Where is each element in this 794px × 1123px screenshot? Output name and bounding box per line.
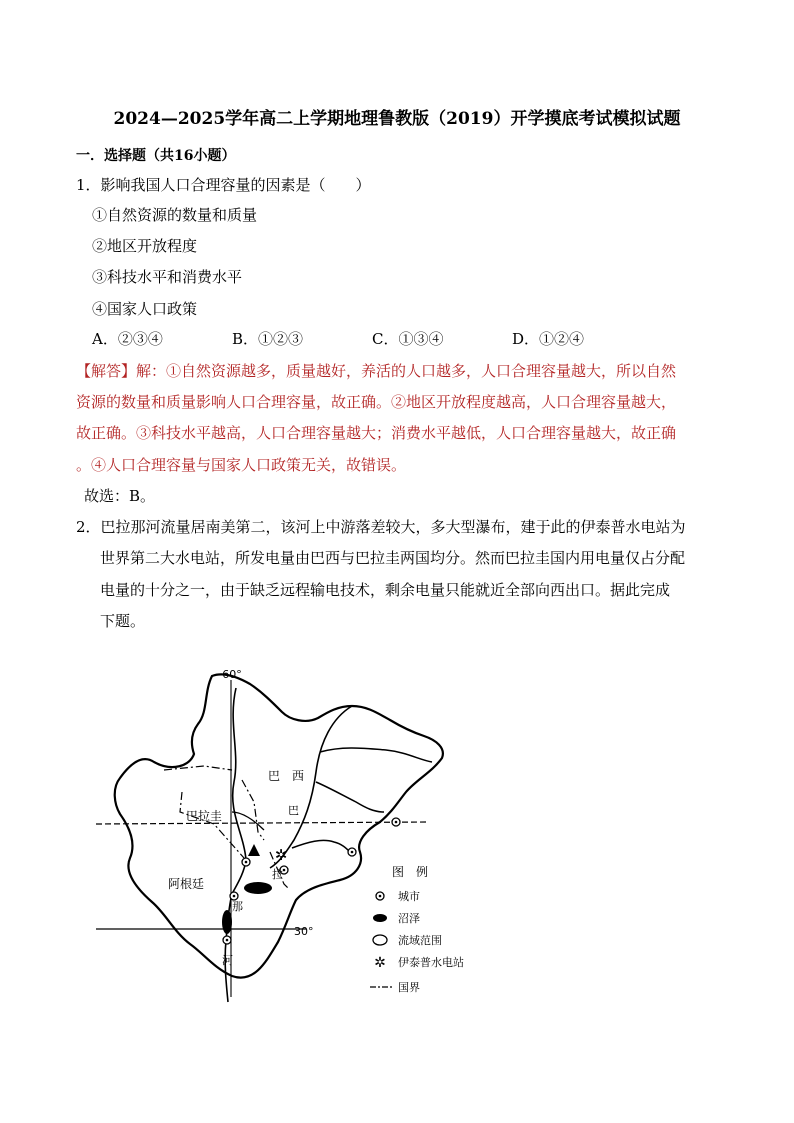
legend-station: 伊泰普水电站 xyxy=(398,956,464,969)
river-char-2: 拉 xyxy=(272,868,283,881)
label-paraguay: 巴拉圭 xyxy=(186,809,223,823)
tributary-3 xyxy=(292,840,350,852)
basin-outline xyxy=(115,674,443,977)
q1-item-2: ②地区开放程度 xyxy=(92,237,198,255)
label-argentina: 阿根廷 xyxy=(168,877,205,891)
option-d[interactable]: D．①②④ xyxy=(512,330,585,348)
border-paraguay-west xyxy=(180,792,244,858)
legend-border: 国界 xyxy=(398,981,420,994)
tributary-2 xyxy=(316,782,384,812)
question-1-stem: 1．影响我国人口合理容量的因素是（ ） xyxy=(76,176,371,194)
answer-line-1: 【解答】解：①自然资源越多，质量越好，养活的人口越多，人口合理容量越大，所以自然 xyxy=(76,362,677,380)
label-brazil: 巴 西 xyxy=(268,769,305,783)
answer-line-3: 故正确。③科技水平越高，人口合理容量越大；消费水平越低，人口合理容量越大，故正确 xyxy=(76,424,677,442)
legend-basin-icon xyxy=(373,935,387,945)
swamp-1 xyxy=(244,882,272,894)
page-title: 2024—2025学年高二上学期地理鲁教版（2019）开学摸底考试模拟试题 xyxy=(113,109,681,129)
q1-item-3: ③科技水平和消费水平 xyxy=(92,268,243,286)
tributary-1 xyxy=(320,748,432,762)
legend-swamp: 沼泽 xyxy=(398,912,420,925)
lon-label: 60° xyxy=(222,668,242,681)
legend-title: 图 例 xyxy=(392,865,429,879)
peak-triangle xyxy=(248,844,260,856)
river-char-3: 那 xyxy=(232,900,243,913)
answer-line-2: 资源的数量和质量影响人口合理容量，故正确。②地区开放程度越高，人口合理容量越大， xyxy=(76,393,677,411)
river-char-4: 河 xyxy=(222,954,233,967)
border-paraguay-east xyxy=(242,780,264,840)
q1-options xyxy=(92,329,652,349)
option-a[interactable]: A．②③④ xyxy=(92,330,163,348)
map-svg xyxy=(94,662,484,1012)
q1-item-1: ①自然资源的数量和质量 xyxy=(92,206,258,224)
question-2-line-2: 世界第二大水电站，所发电量由巴西与巴拉圭两国均分。然而巴拉圭国内用电量仅占分配 xyxy=(100,549,686,567)
legend-swamp-icon xyxy=(373,914,387,922)
section-heading: 一．选择题（共16小题） xyxy=(76,148,236,164)
question-2-line-3: 电量的十分之一，由于缺乏远程输电技术，剩余电量只能就近全部向西出口。据此完成 xyxy=(100,581,671,599)
option-c[interactable]: C．①③④ xyxy=(372,330,444,348)
option-b[interactable]: B．①②③ xyxy=(232,330,304,348)
legend-city: 城市 xyxy=(398,890,420,903)
legend-basin: 流域范围 xyxy=(398,934,442,947)
answer-line-4: 。④人口合理容量与国家人口政策无关，故错误。 xyxy=(76,456,407,474)
question-2-line-1: 2．巴拉那河流量居南美第二，该河上中游落差较大，多大型瀑布，建于此的伊泰普水电站为 xyxy=(76,518,686,536)
river-char-1: 巴 xyxy=(288,804,299,817)
legend-station-icon: ✲ xyxy=(374,955,386,971)
answer-conclusion: 故选：B。 xyxy=(84,487,156,505)
itaipu-station-icon: ✲ xyxy=(274,846,288,864)
swamp-2 xyxy=(222,910,232,934)
parana-river-map xyxy=(94,662,484,1012)
q1-item-4: ④国家人口政策 xyxy=(92,300,198,318)
map-legend xyxy=(370,864,464,994)
lat-label: 30° xyxy=(294,925,314,938)
question-2-line-4: 下题。 xyxy=(100,612,146,630)
